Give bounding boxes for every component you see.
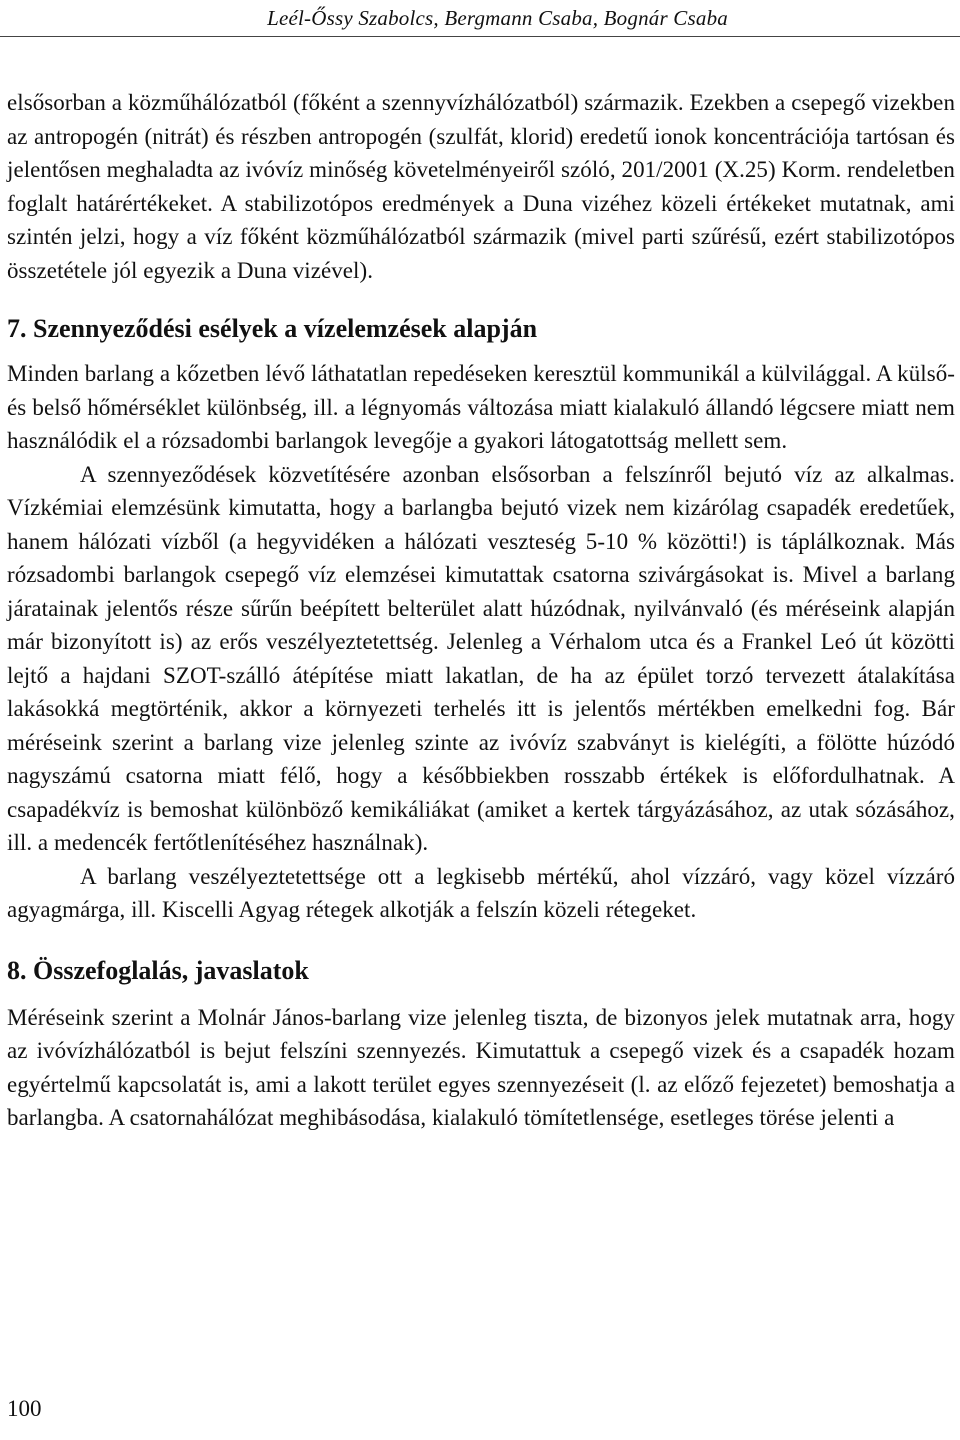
section-7-paragraph-2: A szennyeződések közvetítésére azonban elsősorban a felszínről bejutó víz az alkalmas. Vízkémiai elemzésünk kimutatta, hogy a barlangba bejutó vizek nem kizárólag csapadék eredetűek, hanem hálózati vízből (a hegyvidéken a hálózati veszteség 5-10 % közötti!) is táplálkoznak. Más rózsadombi barlangok csepegő víz elemzései kimutattak csatorna szivárgásokat is. Mivel a barlang járatainak jelentős része sűrűn beépített belterület alatt húzódnak, nyilvánvaló (és méréseink alapján már bizonyított is) az erős veszélyeztetettség. Jelenleg a Vérhalom utca és a Frankel Leó út közötti lejtő a hajdani SZOT-szálló átépítése miatt lakatlan, de ha az épület torzó tervezett átalakítása lakásokká megtörténik, akkor a környezeti terhelés itt is jelentős mértékben emelkedni fog. Bár méréseink szerint a barlang vize jelenleg szinte az ivóvíz szabványt is kielégíti, a fölötte húzódó nagyszámú csatorna miatt félő, hogy a későbbiekben rosszabb értékek is előfordulhatnak. A csapadékvíz is bemoshat különböző kemikáliákat (amiket a kertek tárgyázásához, az utak sózásához, ill. a medencék fertőtlenítéséhez használnak). — [7, 461, 955, 855]
running-header — [0, 2, 960, 37]
section-7-paragraph-3: A barlang veszélyeztetettsége ott a legkisebb mértékű, ahol vízzáró, vagy közel vízzáró agyagmárga, ill. Kiscelli Agyag rétegek alkotják a felszín közeli rétegeket. — [7, 863, 955, 922]
section-7-paragraph-1: Minden barlang a kőzetben lévő láthatatlan repedéseken keresztül kommunikál a külvilággal. A külső- és belső hőmérséklet különbség, ill. a légnyomás változása miatt kialakuló állandó légcsere miatt nem használódik el a rózsadombi barlangok levegője a gyakori látogatottság mellett sem. — [7, 361, 955, 453]
section-8-heading: 8. Összefoglalás, javaslatok — [7, 955, 309, 985]
body-paragraph: elsősorban a közműhálózatból (főként a szennyvízhálózatból) származik. Ezekben a csepegő vizekben az antropogén (nitrát) és részben antropogén (szulfát, klorid) eredetű ionok koncentrációja tartósan és jelentősen meghaladta az ivóvíz minőség követelményeiről szóló, 201/2001 (X.25) Korm. rendeletben foglalt határértékeket. A stabilizotópos eredmények a Duna vizéhez közeli értékeket mutatnak, ami szintén jelzi, hogy a víz főként közműhálózatból származik (mivel parti szűrésű, ezért stabilizotópos összetétele jól egyezik a Duna vizével). — [7, 90, 955, 283]
page-number: 100 — [7, 1396, 42, 1421]
page-body — [7, 86, 955, 1135]
section-7-heading: 7. Szennyeződési esélyek a vízelemzések alapján — [7, 314, 538, 343]
section-8-paragraph-1: Méréseink szerint a Molnár János-barlang vize jelenleg tiszta, de bizonyos jelek mutatnak arra, hogy az ivóvízhálózatból is bejut felszíni szennyezés. Kimutattuk a csepegő vizek és a csapadék hozam egyértelmű kapcsolatát is, ami a lakott terület egyes szennyezéseit (l. az előző fejezetet) bemoshatja a barlangba. A csatornahálózat meghibásodása, kialakuló tömítetlensége, esetleges törése jelenti a — [7, 1004, 955, 1130]
running-header-title: Leél-Őssy Szabolcs, Bergmann Csaba, Bognár Csaba — [267, 6, 728, 30]
